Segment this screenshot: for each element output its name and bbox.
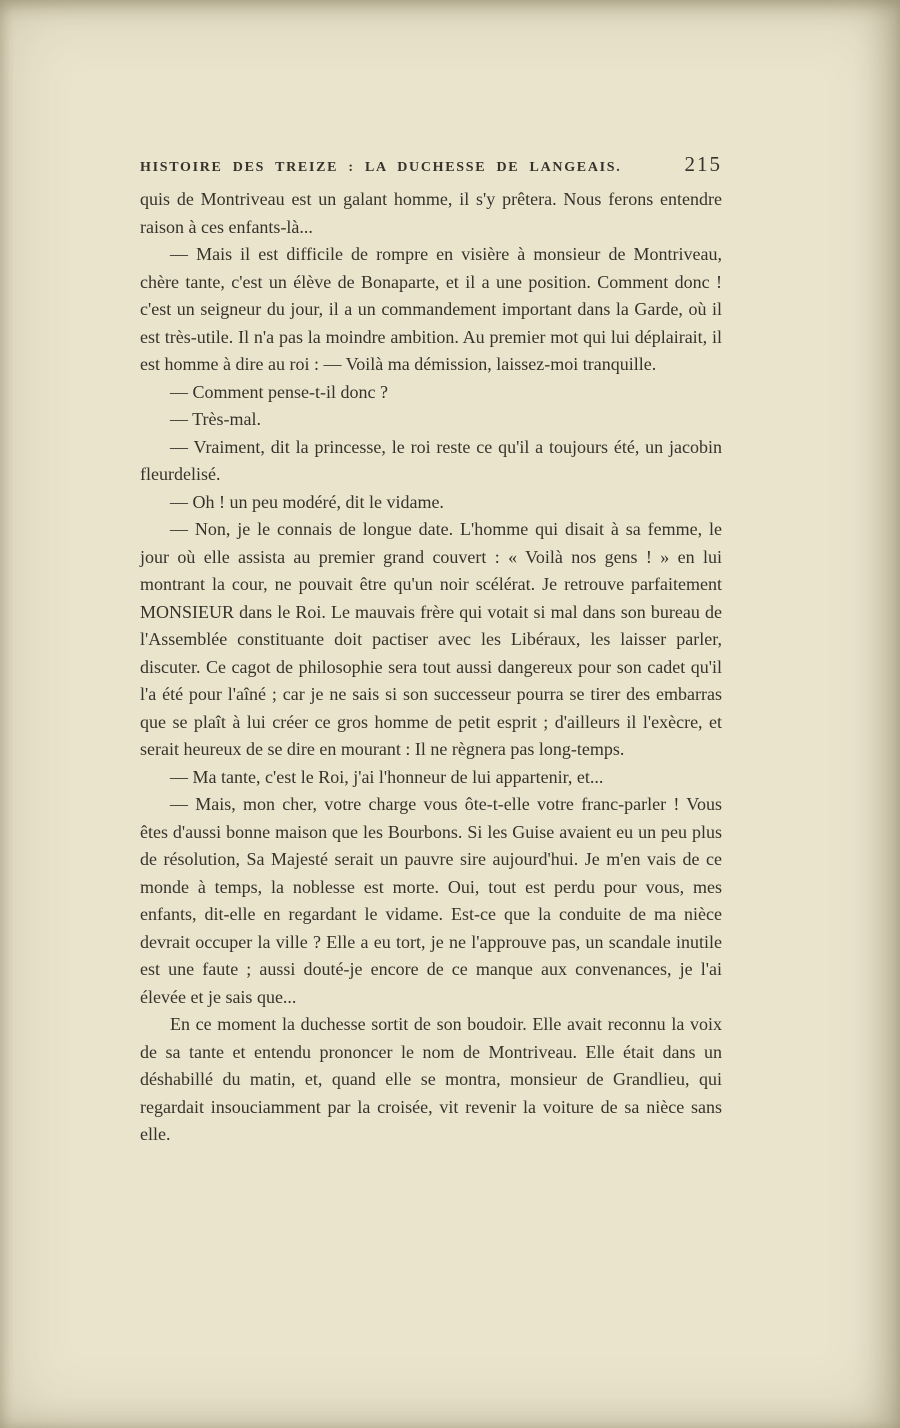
paragraph: — Mais, mon cher, votre charge vous ôte-t-elle votre franc-parler ! Vous êtes d'aussi bonne maison que les Bourbons. Si les Guise avaient eu un peu plus de résolution, Sa Majesté serait un pauvre sire aujourd'hui. Je m'en vais de ce monde à temps, la noblesse est morte. Oui, tout est perdu pour vous, mes enfants, dit-elle en regardant le vidame. Est-ce que la conduite de ma nièce devrait occuper la ville ? Elle a eu tort, je ne l'approuve pas, un scandale inutile est une faute ; aussi douté-je encore de ce manque aux convenances, je l'ai élevée et je sais que... (140, 794, 722, 1007)
paragraph: — Mais il est difficile de rompre en visière à monsieur de Montriveau, chère tante, c'est un élève de Bonaparte, et il a une position. Comment donc ! c'est un seigneur du jour, il a un commandement important dans la Garde, où il est très-utile. Il n'a pas la moindre ambition. Au premier mot qui lui déplairait, il est homme à dire au roi : — Voilà ma démission, laissez-moi tranquille. (140, 244, 722, 374)
paragraph: — Comment pense-t-il donc ? (170, 381, 388, 402)
paragraph: — Vraiment, dit la princesse, le roi reste ce qu'il a toujours été, un jacobin fleurdelisé. (140, 436, 722, 484)
page-text (140, 186, 722, 1149)
paragraph: — Ma tante, c'est le Roi, j'ai l'honneur de lui appartenir, et... (170, 766, 604, 787)
page-number: 215 (684, 152, 722, 176)
paragraph: — Oh ! un peu modéré, dit le vidame. (170, 491, 444, 512)
paragraph: — Très-mal. (170, 409, 262, 429)
paragraph: quis de Montriveau est un galant homme, il s'y prêtera. Nous ferons entendre raison à ces enfants-là... (140, 189, 722, 237)
paragraph: En ce moment la duchesse sortit de son boudoir. Elle avait reconnu la voix de sa tante et entendu prononcer le nom de Montriveau. Elle était dans un déshabillé du matin, et, quand elle se montra, monsieur de Grandlieu, qui regardait insouciamment par la croisée, vit revenir la voiture de sa nièce sans elle. (140, 1014, 722, 1144)
paragraph: — Non, je le connais de longue date. L'homme qui disait à sa femme, le jour où elle assista au premier grand couvert : « Voilà nos gens ! » en lui montrant la cour, ne pouvait être qu'un noir scélérat. Je retrouve parfaitement MONSIEUR dans le Roi. Le mauvais frère qui votait si mal dans son bureau de l'Assemblée constituante doit pactiser avec les Libéraux, les laisser parler, discuter. Ce cagot de philosophie sera tout aussi dangereux pour son cadet qu'il l'a été pour l'aîné ; car je ne sais si son successeur pourra se tirer des embarras que se plaît à lui créer ce gros homme de petit esprit ; d'ailleurs il l'exècre, et serait heureux de se dire en mourant : Il ne règnera pas long-temps. (140, 519, 722, 759)
running-title: HISTOIRE DES TREIZE : LA DUCHESSE DE LANGEAIS. (140, 160, 622, 175)
page-header (140, 152, 722, 177)
